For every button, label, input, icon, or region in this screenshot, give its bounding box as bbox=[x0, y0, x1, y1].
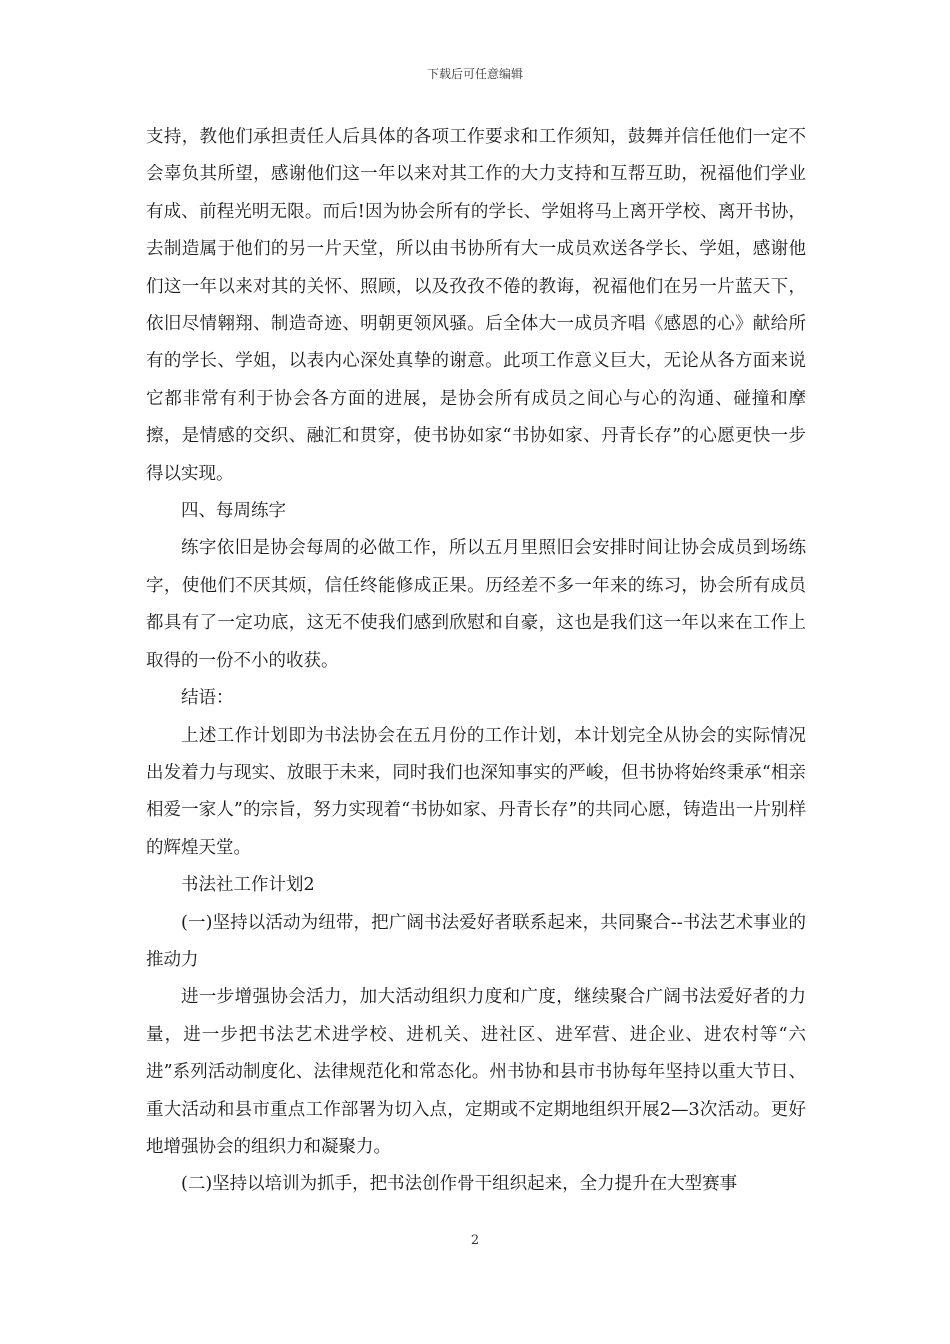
page-number: 2 bbox=[470, 1233, 480, 1248]
section-heading-weekly-practice: 四、每周练字 bbox=[181, 501, 286, 522]
section-heading-training: (二)坚持以培训为抓手，把书法创作骨干组织起来，全力提升在大型赛事 bbox=[181, 1174, 738, 1195]
page-header-note: 下载后可任意编辑 bbox=[426, 67, 523, 81]
document-body bbox=[146, 119, 806, 1204]
paragraph-activities: 进一步增强协会活力，加大活动组织力度和广度，继续聚合广阔书法爱好者的力量，进一步把书法艺术进学校、进机关、进社区、进军营、进企业、进农村等“六进”系列活动制度化、法律规范化和常态化。州书协和县市书协每年坚持以重大节日、重大活动和县市重点工作部署为切入点，定期或不定期地组织开展2—3次活动。更好地增强协会的组织力和凝聚力。 bbox=[146, 987, 806, 1157]
paragraph-weekly-practice: 练字依旧是协会每周的必做工作，所以五月里照旧会安排时间让协会成员到场练字，使他们不厌其烦，信任终能修成正果。历经差不多一年来的练习，协会所有成员都具有了一定功底，这无不使我们感到欣慰和自豪，这也是我们这一年以来在工作上取得的一份不小的收获。 bbox=[146, 538, 806, 671]
section-heading-activities: (一)坚持以活动为纽带，把广阔书法爱好者联系起来，共同聚合--书法艺术事业的推动力 bbox=[146, 912, 806, 970]
paragraph-conclusion: 上述工作计划即为书法协会在五月份的工作计划，本计划完全从协会的实际情况出发着力与现实、放眼于未来，同时我们也深知事实的严峻，但书协将始终秉承“相亲相爱一家人”的宗旨，努力实现着“书协如家、丹青长存”的共同心愿，铸造出一片别样的辉煌天堂。 bbox=[146, 725, 806, 858]
paragraph-continuation: 支持，教他们承担责任人后具体的各项工作要求和工作须知，鼓舞并信任他们一定不会辜负其所望，感谢他们这一年以来对其工作的大力支持和互帮互助，祝福他们学业有成、前程光明无限。而后!因为协会所有的学长、学姐将马上离开学校、离开书协，去制造属于他们的另一片天堂，所以由书协所有大一成员欢送各学长、学姐，感谢他们这一年以来对其的关怀、照顾，以及孜孜不倦的教诲，祝福他们在另一片蓝天下，依旧尽情翱翔、制造奇迹、明朝更领风骚。后全体大一成员齐唱《感恩的心》献给所有的学长、学姐，以表内心深处真挚的谢意。此项工作意义巨大，无论从各方面来说它都非常有利于协会各方面的进展，是协会所有成员之间心与心的沟通、碰撞和摩擦，是情感的交织、融汇和贯穿，使书协如家“书协如家、丹青长存”的心愿更快一步得以实现。 bbox=[146, 127, 806, 484]
section-heading-conclusion: 结语： bbox=[181, 688, 234, 709]
document-subtitle-plan-2: 书法社工作计划2 bbox=[181, 875, 315, 896]
